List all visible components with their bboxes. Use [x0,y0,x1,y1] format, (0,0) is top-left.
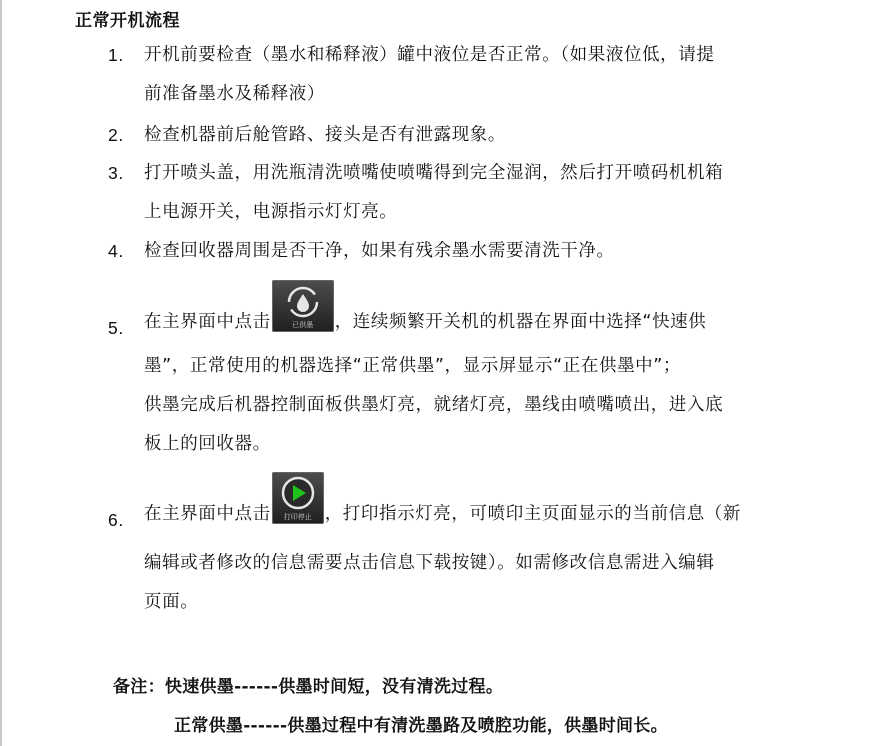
step-number: 5. [108,318,124,338]
print-start-icon[interactable] [272,472,324,524]
step-text: 页面。 [144,592,199,612]
section-title: 正常开机流程 [75,11,180,31]
step-text: 在主界面中点击 [144,312,271,332]
note-line: 正常供墨------供墨过程中有清洗墨路及喷腔功能，供墨时间长。 [174,716,668,736]
note-line: 备注：快速供墨------供墨时间短，没有清洗过程。 [113,677,504,697]
step-text: 上电源开关，电源指示灯灯亮。 [144,202,398,222]
step-text: 墨”，正常使用的机器选择“正常供墨”，显示屏显示“正在供墨中”； [144,356,682,376]
ink-supply-icon[interactable] [272,280,334,332]
step-text: 前准备墨水及稀释液） [144,84,325,104]
step-text: 检查机器前后舱管路、接头是否有泄露现象。 [144,125,506,145]
step-number: 2. [108,125,124,145]
step-number: 1. [108,45,124,65]
step-text-with-icon [144,472,804,529]
step-text: ，打印指示灯亮，可喷印主页面显示的当前信息（新 [324,504,742,524]
step-text: 在主界面中点击 [144,504,271,524]
step-text-with-icon [144,280,804,337]
icon-caption: 打印停止 [283,513,312,521]
step-text: ，连续频繁开关机的机器在界面中选择“快速供 [334,312,707,332]
icon-caption: 已供墨 [292,321,314,329]
step-number: 4. [108,241,124,261]
step-number: 6. [108,510,124,530]
page-left-border [0,0,2,746]
step-text: 编辑或者修改的信息需要点击信息下载按键）。如需修改信息需进入编辑 [144,553,715,573]
step-text: 检查回收器周围是否干净，如果有残余墨水需要清洗干净。 [144,241,615,261]
step-number: 3. [108,163,124,183]
step-text: 打开喷头盖，用洗瓶清洗喷嘴使喷嘴得到完全湿润，然后打开喷码机机箱 [144,163,724,183]
step-text: 开机前要检查（墨水和稀释液）罐中液位是否正常。（如果液位低，请提 [144,45,715,65]
step-text: 供墨完成后机器控制面板供墨灯亮，就绪灯亮，墨线由喷嘴喷出，进入底 [144,395,724,415]
step-text: 板上的回收器。 [144,434,271,454]
